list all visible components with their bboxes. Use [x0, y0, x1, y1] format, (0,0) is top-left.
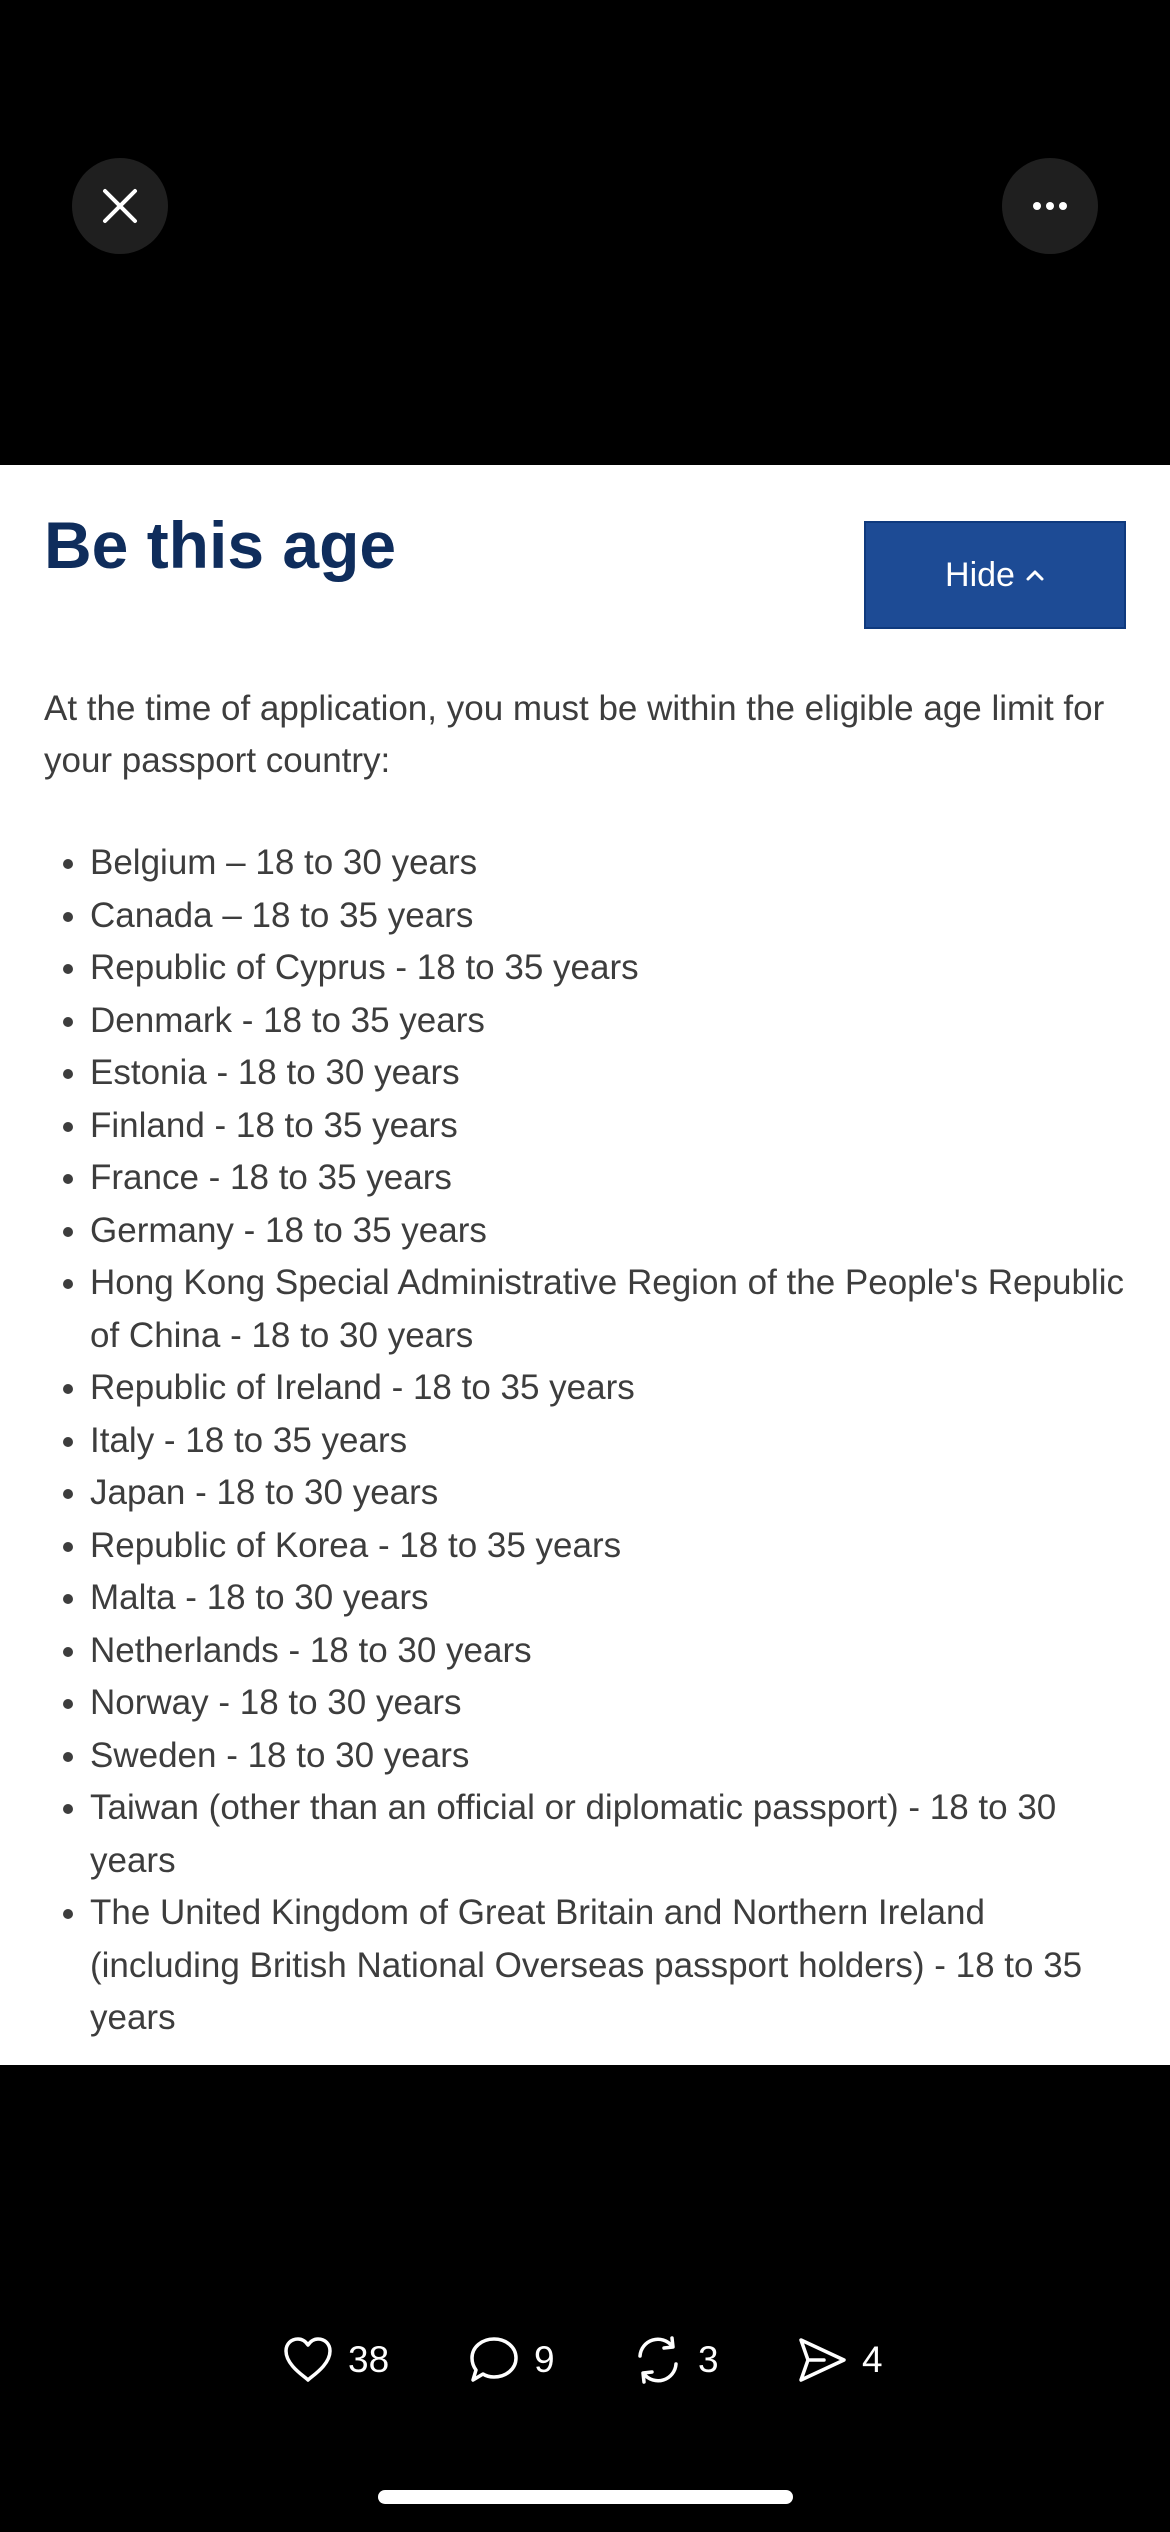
comment-count: 9 — [534, 2339, 555, 2380]
attached-image-content — [0, 465, 1170, 2065]
list-item: • Germany - 18 to 35 years — [90, 1205, 1134, 1258]
share-count: 4 — [862, 2339, 883, 2380]
list-item: • Japan - 18 to 30 years — [90, 1467, 1134, 1520]
heart-icon — [282, 2336, 334, 2384]
like-count: 38 — [348, 2339, 390, 2380]
page-title: Be this age — [44, 508, 397, 582]
list-item: • Denmark - 18 to 35 years — [90, 995, 1134, 1048]
intro-text: At the time of application, you must be within the eligible age limit for your passport country: — [44, 689, 1105, 780]
home-indicator[interactable] — [378, 2490, 793, 2504]
list-item: • Sweden - 18 to 30 years — [90, 1730, 1134, 1783]
send-icon — [796, 2336, 848, 2384]
list-item: • Malta - 18 to 30 years — [90, 1572, 1134, 1625]
list-item: • Republic of Korea - 18 to 35 years — [90, 1520, 1134, 1573]
list-item: • Canada – 18 to 35 years — [90, 890, 1134, 943]
repost-icon — [632, 2334, 684, 2386]
list-item: • Belgium – 18 to 30 years — [90, 837, 1134, 890]
list-item: • Hong Kong Special Administrative Region of the People's Republic of China - 18 to 30 years — [90, 1257, 1134, 1362]
country-age-list — [44, 837, 1134, 2045]
list-item: • Republic of Ireland - 18 to 35 years — [90, 1362, 1134, 1415]
list-item: • Finland - 18 to 35 years — [90, 1100, 1134, 1153]
hide-button-label: Hide — [945, 555, 1015, 594]
repost-button[interactable] — [632, 2330, 719, 2390]
list-item: • Estonia - 18 to 30 years — [90, 1047, 1134, 1100]
list-item: • Taiwan (other than an official or diplomatic passport) - 18 to 30 years — [90, 1782, 1134, 1887]
comment-icon — [468, 2335, 520, 2385]
repost-count: 3 — [698, 2339, 719, 2380]
list-item: • Italy - 18 to 35 years — [90, 1415, 1134, 1468]
close-icon — [101, 187, 139, 225]
more-options-button[interactable] — [1002, 158, 1098, 254]
list-item: • Republic of Cyprus - 18 to 35 years — [90, 942, 1134, 995]
list-item: • Norway - 18 to 30 years — [90, 1677, 1134, 1730]
close-button[interactable] — [72, 158, 168, 254]
share-button[interactable] — [796, 2330, 883, 2390]
list-item: • France - 18 to 35 years — [90, 1152, 1134, 1205]
list-item: • The United Kingdom of Great Britain and Northern Ireland (including British National Overseas passport holders) - 18 to 35 years — [90, 1887, 1134, 2045]
hide-button[interactable] — [864, 521, 1126, 629]
comment-button[interactable] — [468, 2330, 555, 2390]
chevron-up-icon — [1025, 568, 1045, 582]
like-button[interactable] — [282, 2330, 389, 2390]
list-item: • Netherlands - 18 to 30 years — [90, 1625, 1134, 1678]
more-horizontal-icon — [1032, 201, 1068, 211]
action-bar — [0, 2330, 1170, 2390]
